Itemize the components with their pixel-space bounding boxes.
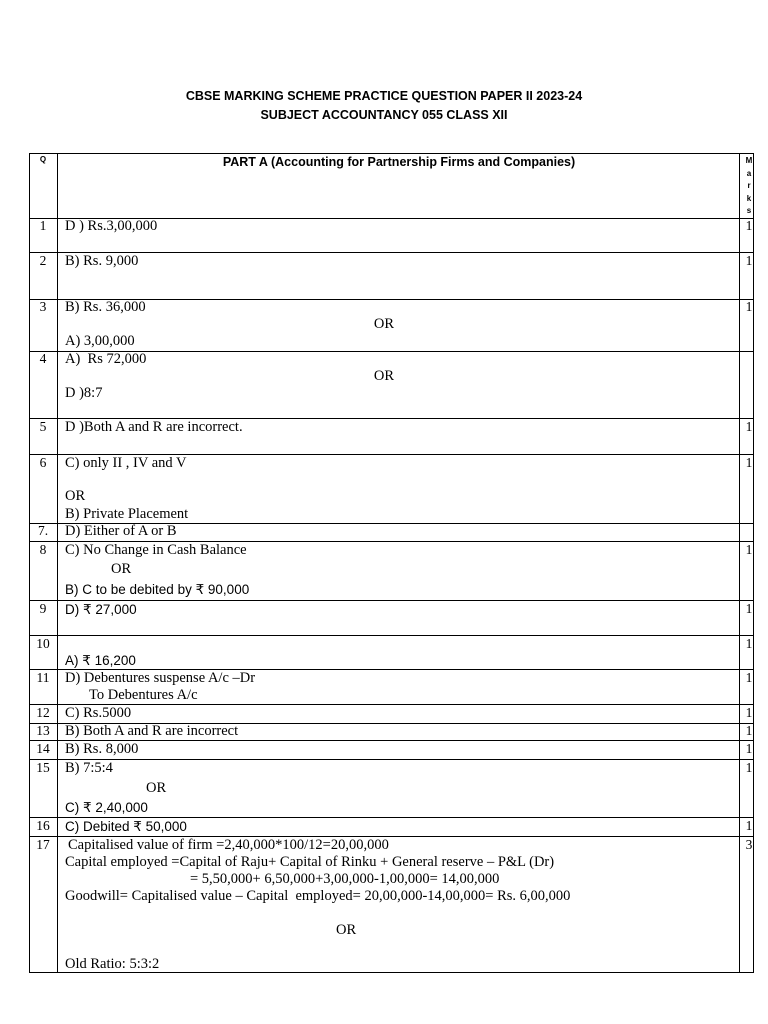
answer-line: = 5,50,000+ 6,50,000+3,00,000-1,00,000= 14,00,000 (190, 871, 500, 887)
paper-title: CBSE MARKING SCHEME PRACTICE QUESTION PAPER II 2023-24 (185, 89, 583, 103)
question-number: 10 (36, 636, 50, 651)
question-number: 1 (39, 218, 47, 233)
marks-value: 1 (745, 455, 753, 470)
or-separator: OR (336, 922, 357, 938)
answer-line: B) Private Placement (65, 506, 189, 522)
part-a-heading: PART A (Accounting for Partnership Firms and Companies) (222, 155, 576, 169)
marks-value: 1 (745, 419, 753, 434)
answer-line: D )Both A and R are incorrect. (65, 419, 243, 435)
marks-value: 1 (745, 760, 753, 775)
answer-line: C) Debited ₹ 50,000 (65, 819, 187, 834)
answer-line: C) only II , IV and V (65, 455, 187, 471)
answer-line: A) ₹ 16,200 (65, 653, 136, 668)
answer-line: Old Ratio: 5:3:2 (65, 956, 160, 972)
question-number: 5 (39, 419, 47, 434)
question-number: 3 (39, 299, 47, 314)
marks-value: 1 (745, 542, 753, 557)
answer-line: B) Rs. 36,000 (65, 299, 146, 315)
answer-line: D )8:7 (65, 385, 103, 401)
question-number: 2 (39, 253, 47, 268)
answer-line: B) Both A and R are incorrect (65, 723, 239, 739)
or-separator: OR (111, 561, 132, 577)
question-number: 17 (36, 837, 50, 852)
paper-subtitle: SUBJECT ACCOUNTANCY 055 CLASS XII (260, 108, 508, 122)
question-number: 7. (37, 523, 49, 538)
question-number: 6 (39, 455, 47, 470)
marks-value: 1 (745, 705, 753, 720)
or-separator: OR (373, 368, 395, 384)
answer-line: D ) Rs.3,00,000 (65, 218, 158, 234)
answer-line: Goodwill= Capitalised value – Capital employed= 20,00,000-14,00,000= Rs. 6,00,000 (65, 888, 571, 904)
answer-line: A) Rs 72,000 (65, 351, 147, 367)
marks-value: 1 (745, 299, 753, 314)
answer-line: D) Debentures suspense A/c –Dr (65, 670, 256, 686)
marks-value: 1 (745, 218, 753, 233)
marks-column-header: M a r k s (745, 156, 753, 215)
marks-value: 1 (745, 818, 753, 833)
marks-value: 1 (745, 741, 753, 756)
or-separator: OR (65, 488, 86, 504)
question-number: 13 (36, 723, 50, 738)
marks-value: 1 (745, 601, 753, 616)
question-number: 16 (36, 818, 50, 833)
question-column-header: Q (39, 155, 47, 164)
answer-line: Capitalised value of firm =2,40,000*100/12=20,00,000 (68, 837, 389, 853)
marks-value: 3 (745, 837, 753, 852)
or-separator: OR (373, 316, 395, 332)
marks-value: 1 (745, 636, 753, 651)
question-number: 4 (39, 351, 47, 366)
answer-line: C) ₹ 2,40,000 (65, 800, 148, 815)
question-number: 11 (36, 670, 50, 685)
answer-line: B) 7:5:4 (65, 760, 113, 776)
answer-line: B) Rs. 8,000 (65, 741, 139, 757)
answer-line: A) 3,00,000 (65, 333, 135, 349)
answer-line: C) No Change in Cash Balance (65, 542, 247, 558)
answer-line: Capital employed =Capital of Raju+ Capital of Rinku + General reserve – P&L (Dr) (65, 854, 555, 870)
or-separator: OR (146, 780, 167, 796)
answer-line: C) Rs.5000 (65, 705, 132, 721)
answer-line: D) ₹ 27,000 (65, 602, 137, 617)
answer-line: D) Either of A or B (65, 523, 177, 539)
marks-value: 1 (745, 723, 753, 738)
marks-value: 1 (745, 670, 753, 685)
question-number: 8 (39, 542, 47, 557)
answer-line: B) C to be debited by ₹ 90,000 (65, 582, 250, 597)
question-number: 14 (36, 741, 50, 756)
question-number: 12 (36, 705, 50, 720)
answer-line: To Debentures A/c (89, 687, 198, 703)
answer-line: B) Rs. 9,000 (65, 253, 139, 269)
marks-value: 1 (745, 253, 753, 268)
question-number: 15 (36, 760, 50, 775)
marking-scheme-table (29, 153, 754, 973)
question-number: 9 (39, 601, 47, 616)
